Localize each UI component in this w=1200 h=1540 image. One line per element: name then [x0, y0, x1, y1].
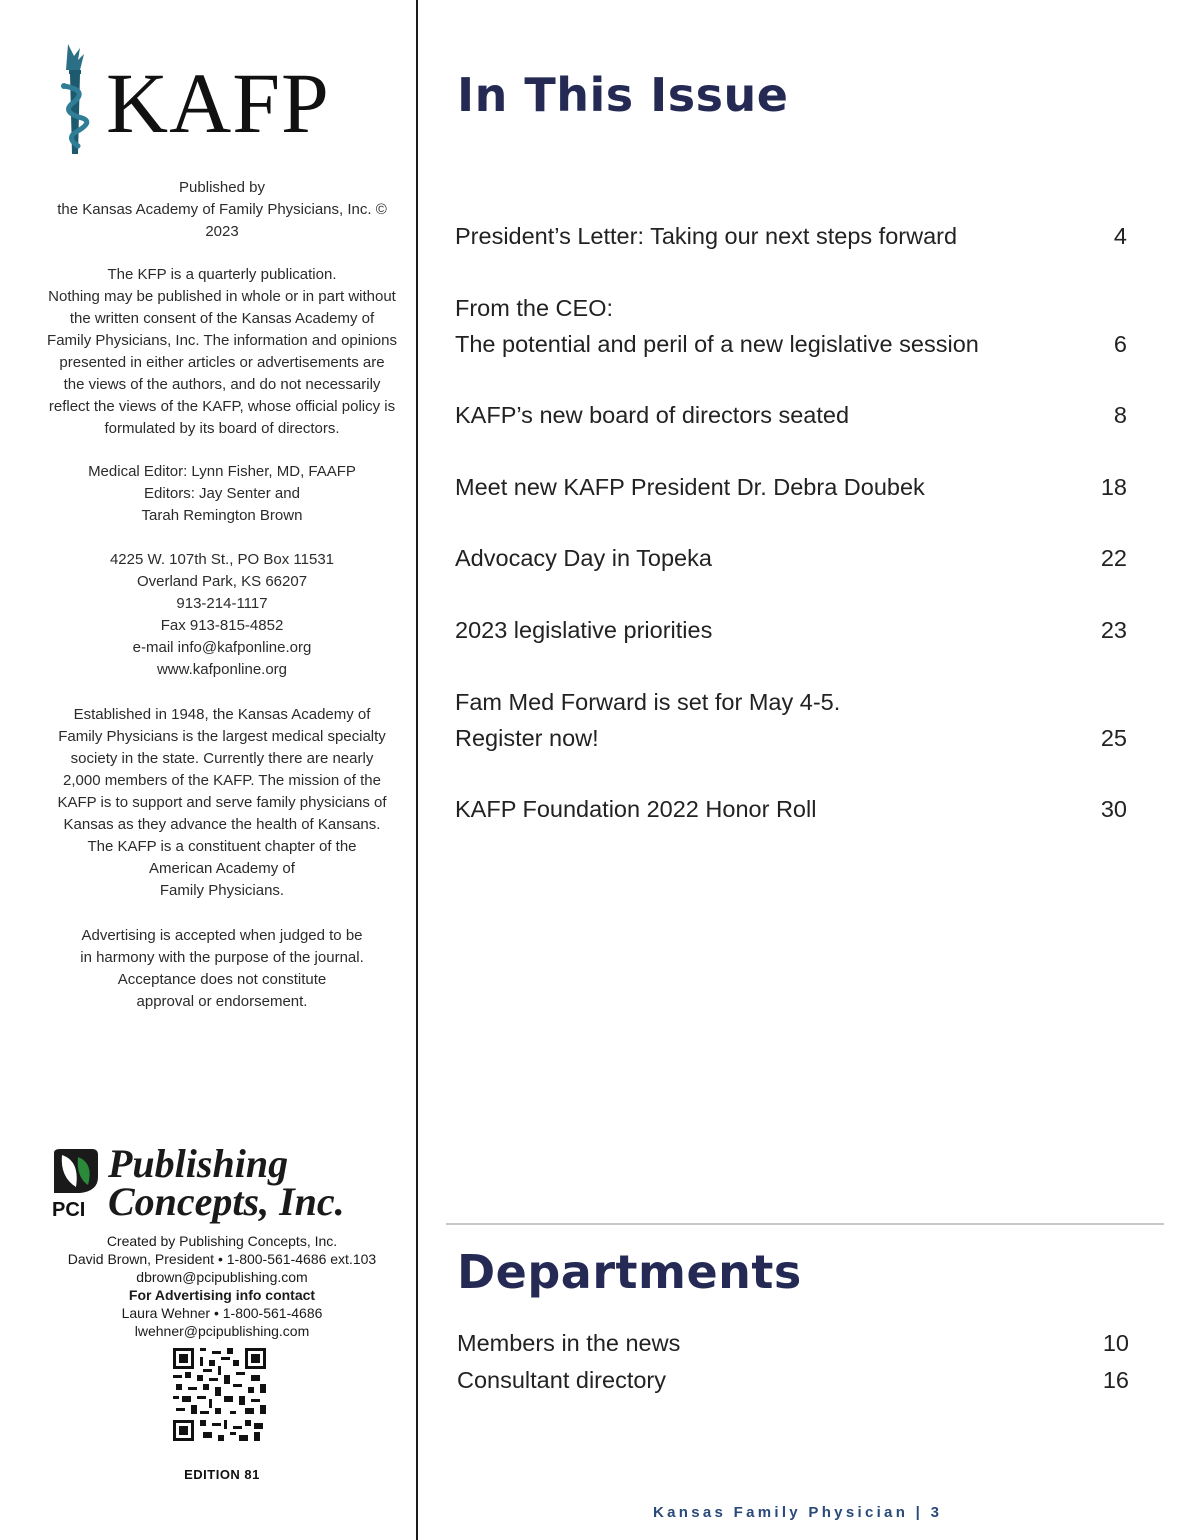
toc-item[interactable] — [455, 397, 1127, 433]
pci-contact — [26, 1232, 418, 1340]
info-line: Advertising is accepted when judged to be — [81, 927, 363, 944]
advertising-policy — [26, 925, 418, 1013]
info-line: Tarah Remington Brown — [141, 507, 303, 524]
info-line: American Academy of — [149, 860, 295, 877]
toc-item-page: 25 — [1100, 725, 1127, 751]
info-line: the Kansas Academy of Family Physicians, Inc. © — [57, 201, 387, 218]
pci-name-line: Publishing — [108, 1141, 289, 1186]
toc-item[interactable] — [455, 684, 1127, 756]
pci-name — [108, 1141, 345, 1224]
publication-notice — [26, 264, 418, 440]
info-line: Fax 913-815-4852 — [160, 617, 284, 634]
info-line: presented in either articles or advertisements are — [59, 354, 385, 371]
about-kafp — [26, 704, 418, 902]
info-line: The KAFP is a constituent chapter of the — [87, 838, 357, 855]
info-line: 913-214-1117 — [176, 595, 268, 612]
toc-item-page: 30 — [1100, 796, 1127, 822]
info-line: Editors: Jay Senter and — [144, 485, 300, 502]
toc-item[interactable] — [455, 469, 1127, 505]
pci-leaf-icon — [50, 1147, 100, 1197]
president-email[interactable]: dbrown@pcipublishing.com — [136, 1269, 308, 1285]
toc-item-page: 23 — [1100, 617, 1127, 643]
toc-item-page: 8 — [1113, 402, 1127, 428]
toc-item-title: From the CEO: — [455, 295, 614, 321]
toc-item[interactable] — [455, 290, 1127, 362]
info-line: 2,000 members of the KAFP. The mission of the — [63, 772, 381, 789]
info-line: reflect the views of the KAFP, whose official policy is — [48, 398, 396, 415]
info-line: Family Physicians. — [159, 882, 285, 899]
contact-address — [26, 549, 418, 681]
editors — [26, 461, 418, 527]
info-line: society in the state. Currently there are nearly — [70, 750, 374, 767]
in-this-issue-heading: In This Issue — [457, 68, 789, 122]
created-by: Created by Publishing Concepts, Inc. — [106, 1233, 338, 1249]
toc-item[interactable] — [455, 612, 1127, 648]
info-line: Nothing may be published in whole or in part without — [48, 288, 396, 305]
department-title: Members in the news — [457, 1330, 681, 1356]
toc-item-title: KAFP Foundation 2022 Honor Roll — [455, 796, 817, 822]
info-line: the views of the authors, and do not necessarily — [63, 376, 381, 393]
info-line: Family Physicians is the largest medical specialty — [58, 728, 386, 745]
info-line: Acceptance does not constitute — [117, 971, 327, 988]
department-page: 16 — [1102, 1367, 1129, 1393]
info-line: 4225 W. 107th St., PO Box 11531 — [109, 551, 335, 568]
toc-item[interactable] — [455, 791, 1127, 827]
toc-item-title: Meet new KAFP President Dr. Debra Doubek — [455, 474, 925, 500]
info-line: www.kafponline.org — [156, 661, 288, 678]
staff-of-asclepius-icon — [54, 42, 102, 158]
info-line: e-mail info@kafponline.org — [132, 639, 312, 656]
info-line: The KFP is a quarterly publication. — [107, 266, 337, 283]
toc-item-page: 18 — [1100, 474, 1127, 500]
toc-item-title: President’s Letter: Taking our next steps forward — [455, 223, 958, 249]
toc-item-title: Register now! — [455, 725, 599, 751]
toc-item-page: 4 — [1113, 223, 1127, 249]
pci-name-line: Concepts, Inc. — [108, 1179, 345, 1224]
pci-abbreviation: PCI — [52, 1199, 86, 1221]
department-item[interactable] — [457, 1362, 1129, 1398]
toc-item[interactable] — [455, 218, 1127, 254]
department-page: 10 — [1102, 1330, 1129, 1356]
advertising-email[interactable]: lwehner@pcipublishing.com — [134, 1323, 310, 1339]
published-by — [26, 177, 418, 243]
info-line: Established in 1948, the Kansas Academy of — [73, 706, 371, 723]
info-line: Overland Park, KS 66207 — [136, 573, 308, 590]
info-line: KAFP is to support and serve family physicians of — [57, 794, 387, 811]
edition-label: EDITION 81 — [184, 1467, 260, 1482]
toc-item-title: 2023 legislative priorities — [455, 617, 713, 643]
department-title: Consultant directory — [457, 1367, 666, 1393]
toc-item[interactable] — [455, 540, 1127, 576]
info-line: Kansas as they advance the health of Kansans. — [63, 816, 381, 833]
toc-item-title: Advocacy Day in Topeka — [455, 545, 712, 571]
toc-item-page: 6 — [1113, 331, 1127, 357]
info-line: in harmony with the purpose of the journal. — [80, 949, 364, 966]
qr-code-icon[interactable] — [173, 1348, 266, 1441]
toc-item-title: Fam Med Forward is set for May 4-5. — [455, 689, 841, 715]
info-line: Medical Editor: Lynn Fisher, MD, FAAFP — [88, 463, 356, 480]
page-footer: Kansas Family Physician | 3 — [653, 1504, 943, 1521]
info-line: Published by — [179, 179, 265, 196]
info-line: the written consent of the Kansas Academy of — [69, 310, 375, 327]
departments-heading: Departments — [457, 1245, 802, 1299]
kafp-logo-text: KAFP — [106, 55, 330, 151]
pci-logo — [50, 1141, 390, 1231]
toc-item-page: 22 — [1100, 545, 1127, 571]
advertising-contact: Laura Wehner • 1-800-561-4686 — [121, 1305, 323, 1321]
section-divider — [446, 1223, 1164, 1225]
advertising-heading: For Advertising info contact — [128, 1287, 316, 1303]
department-item[interactable] — [457, 1325, 1129, 1361]
president-contact: David Brown, President • 1-800-561-4686 ext.103 — [67, 1251, 377, 1267]
info-line: Family Physicians, Inc. The information and opinions — [47, 332, 397, 349]
kafp-logo — [54, 42, 354, 158]
info-line: formulated by its board of directors. — [104, 420, 340, 437]
toc-item-title: KAFP’s new board of directors seated — [455, 402, 850, 428]
toc-item-title: The potential and peril of a new legislative session — [455, 331, 979, 357]
info-line: 2023 — [205, 223, 239, 240]
info-line: approval or endorsement. — [136, 993, 308, 1010]
